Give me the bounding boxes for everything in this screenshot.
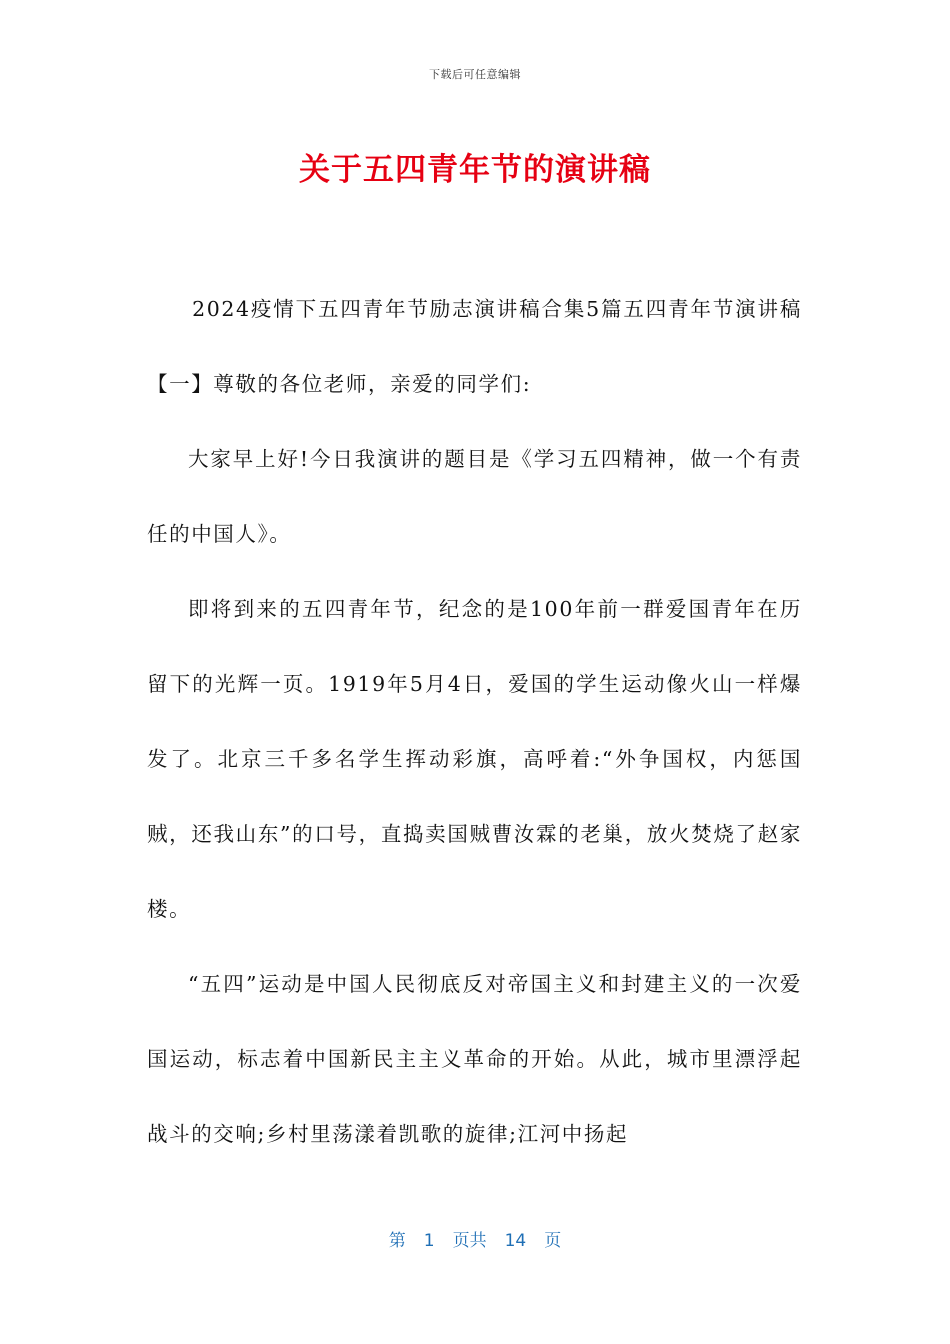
footer-suffix: 页 xyxy=(544,1231,562,1251)
paragraph-3: 即将到来的五四青年节，纪念的是100年前一群爱国青年在历留下的光辉一页。1919年5月4日，爱国的学生运动像火山一样爆发了。北京三千多名学生挥动彩旗，高呼着:“外争国权，内惩国贼，还我山东”的口号，直捣卖国贼曹汝霖的老巢，放火焚烧了赵家楼。 xyxy=(147,597,802,921)
paragraph-2: 大家早上好!今日我演讲的题目是《学习五四精神，做一个有责任的中国人》。 xyxy=(147,447,802,546)
page-footer xyxy=(0,1226,950,1251)
header-note: 下载后可任意编辑 xyxy=(429,68,521,81)
page-title: 关于五四青年节的演讲稿 xyxy=(299,152,651,188)
paragraph-4: “五四”运动是中国人民彻底反对帝国主义和封建主义的一次爱国运动，标志着中国新民主主义革命的开始。从此，城市里漂浮起战斗的交响;乡村里荡漾着凯歌的旋律;江河中扬起 xyxy=(147,972,802,1146)
document-body xyxy=(147,272,802,1172)
footer-prefix: 第 xyxy=(388,1231,406,1251)
total-pages-number: 14 xyxy=(504,1231,527,1251)
current-page-number: 1 xyxy=(423,1231,435,1251)
paragraph-1: 2024疫情下五四青年节励志演讲稿合集5篇五四青年节演讲稿【一】尊敬的各位老师，亲爱的同学们: xyxy=(147,297,802,396)
footer-middle: 页共 xyxy=(452,1231,487,1251)
